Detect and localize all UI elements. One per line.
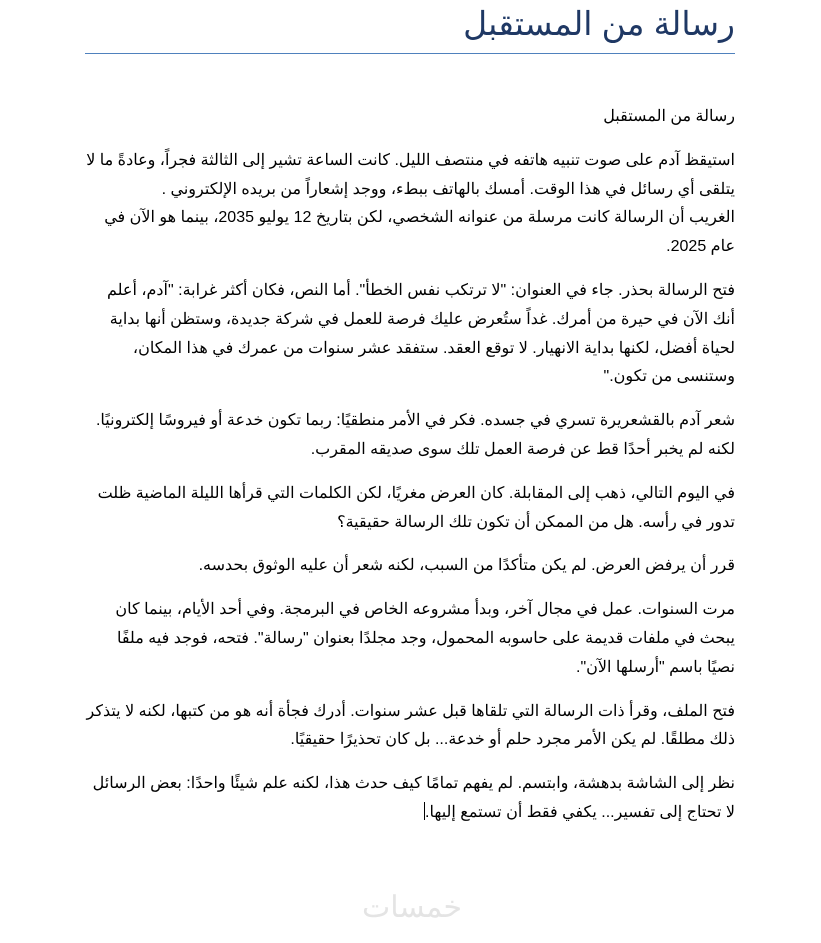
- document-title: رسالة من المستقبل: [463, 5, 735, 42]
- paragraph-1: [85, 147, 735, 262]
- paragraph-line: استيقظ آدم على صوت تنبيه هاتفه في منتصف الليل. كانت الساعة تشير إلى الثالثة فجراً، وعادةً ما لا يتلقى أي رسائل في هذا الوقت. أمسك بالهاتف ببطء، ووجد إشعاراً من بريده الإلكتروني .: [86, 151, 735, 198]
- subtitle: رسالة من المستقبل: [603, 108, 735, 125]
- paragraph-line: الغريب أن الرسالة كانت مرسلة من عنوانه الشخصي، لكن بتاريخ 12 يوليو 2035، بينما هو الآن في عام 2025.: [104, 209, 735, 256]
- paragraph-4: في اليوم التالي، ذهب إلى المقابلة. كان العرض مغريًا، لكن الكلمات التي قرأها الليلة الماضية ظلت تدور في رأسه. هل من الممكن أن تكون تلك الرسالة حقيقية؟: [97, 484, 735, 531]
- paragraph-8: [85, 770, 735, 828]
- paragraph-5: قرر أن يرفض العرض. لم يكن متأكدًا من السبب، لكنه شعر أن عليه الوثوق بحدسه.: [198, 557, 735, 575]
- paragraph-6: مرت السنوات. عمل في مجال آخر، وبدأ مشروعه الخاص في البرمجة. وفي أحد الأيام، بينما كان يبحث في ملفات قديمة على حاسوبه المحمول، وجد مجلدًا بعنوان "رسالة". فتحه، فوجد فيه ملفًا نصيًا باسم "أرسلها الآن".: [115, 601, 735, 676]
- paragraph-7: فتح الملف، وقرأ ذات الرسالة التي تلقاها قبل عشر سنوات. أدرك فجأة أنه هو من كتبها، لكنه لا يتذكر ذلك مطلقًا. لم يكن الأمر مجرد حلم أو خدعة... بل كان تحذيرًا حقيقيًا.: [86, 702, 735, 749]
- watermark-logo: خمسات: [362, 891, 463, 924]
- title-underline: [85, 53, 735, 54]
- paragraph-text: نظر إلى الشاشة بدهشة، وابتسم. لم يفهم تمامًا كيف حدث هذا، لكنه علم شيئًا واحدًا: بعض الرسائل لا تحتاج إلى تفسير... يكفي فقط أن تستمع إليها.: [92, 775, 735, 821]
- paragraph-3: شعر آدم بالقشعريرة تسري في جسده. فكر في الأمر منطقيًا: ربما تكون خدعة أو فيروسًا إلكترونيًا. لكنه لم يخبر أحدًا قط عن فرصة العمل تلك سوى صديقه المقرب.: [95, 412, 735, 458]
- paragraph-2: فتح الرسالة بحذر. جاء في العنوان: "لا ترتكب نفس الخطأ". أما النص، فكان أكثر غرابة: "آدم، أعلم أنك الآن في حيرة من أمرك. غداً ستُعرض عليك فرصة للعمل في شركة جديدة، وستظن أنها بداية لحياة أفضل، لكنها بداية الانهيار. لا توقع العقد. ستفقد عشر سنوات من عمرك في هذا المكان، وستنسى من تكون.": [106, 281, 735, 386]
- document-body[interactable]: [85, 103, 735, 843]
